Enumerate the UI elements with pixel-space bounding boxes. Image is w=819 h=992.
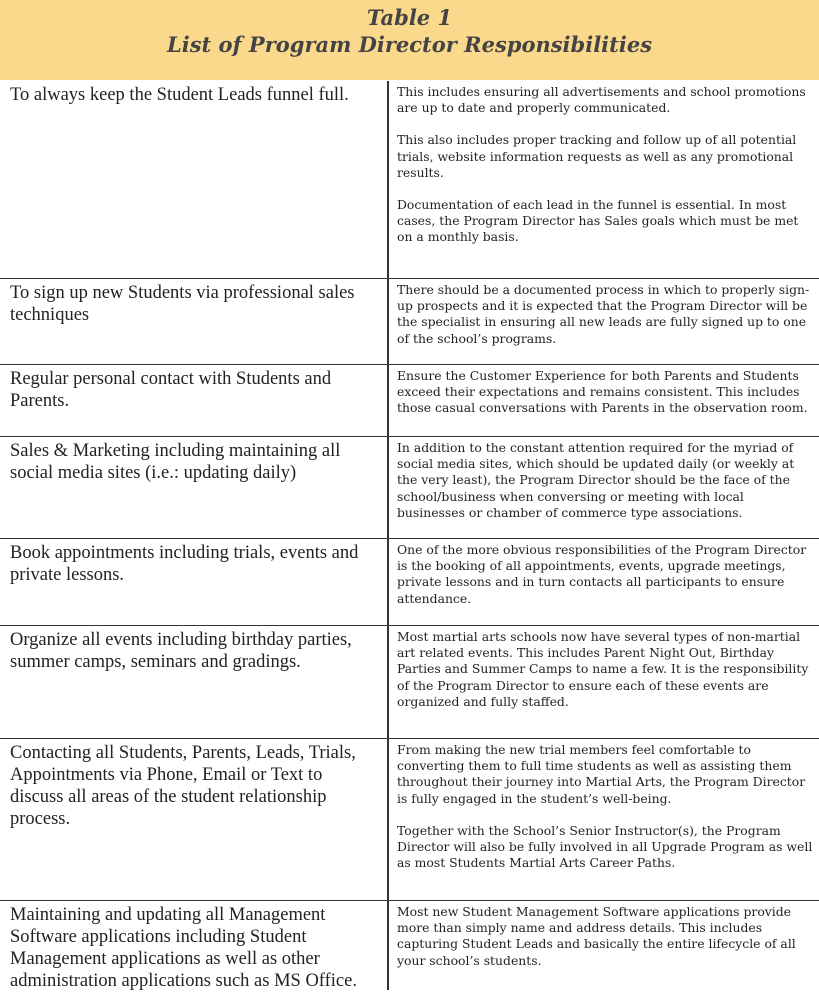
table-row	[0, 279, 819, 365]
detail-paragraph: Most martial arts schools now have several types of non-martial art related events. This includes Parent Night Out, Birthday Parties and Summer Camps to name a few. It is the responsibility of the Program Director to ensure each of these events are organized and fully staffed.	[397, 629, 809, 709]
detail-paragraph: Documentation of each lead in the funnel is essential. In most cases, the Program Director has Sales goals which must be met on a monthly basis.	[397, 197, 799, 245]
detail-paragraph: In addition to the constant attention required for the myriad of social media sites, which should be updated daily (or weekly at the very least), the Program Director should be the face of the school/business when conversing or meeting with local businesses or chamber of commerce type associations.	[397, 440, 795, 520]
details-cell	[397, 742, 815, 871]
table-header	[0, 0, 819, 80]
detail-paragraph: This includes ensuring all advertisements and school promotions are up to date and properly communicated.	[397, 84, 806, 116]
detail-paragraph: From making the new trial members feel comfortable to converting them to full time students as well as assisting them throughout their journey into Martial Arts, the Program Director is fully engaged in the student’s well-being.	[397, 742, 806, 806]
responsibility-cell: Book appointments including trials, events and private lessons.	[10, 543, 359, 585]
details-cell	[397, 368, 815, 417]
responsibility-cell: To sign up new Students via professional sales techniques	[10, 283, 355, 325]
table-row	[0, 901, 819, 990]
responsibility-cell: Regular personal contact with Students and Parents.	[10, 369, 332, 411]
details-cell	[397, 904, 815, 969]
responsibility-cell: Organize all events including birthday parties, summer camps, seminars and gradings.	[10, 630, 352, 672]
details-cell	[397, 629, 815, 710]
responsibility-cell: To always keep the Student Leads funnel full.	[10, 85, 349, 105]
details-cell	[397, 542, 815, 607]
table-row	[0, 626, 819, 739]
responsibility-cell: Maintaining and updating all Management Software applications including Student Management applications as well as other administration applications such as MS Office.	[10, 905, 357, 991]
responsibility-cell: Sales & Marketing including maintaining all social media sites (i.e.: updating daily)	[10, 441, 341, 483]
details-cell	[397, 440, 815, 521]
table-row	[0, 365, 819, 437]
table-label: Table 1	[366, 5, 453, 30]
detail-paragraph: There should be a documented process in which to properly sign-up prospects and it is expected that the Program Director will be the specialist in ensuring all new leads are fully signed up to one of the school’s programs.	[397, 282, 810, 346]
table-title: List of Program Director Responsibilities	[166, 32, 653, 57]
table-row	[0, 437, 819, 539]
details-cell	[397, 282, 815, 347]
responsibility-cell: Contacting all Students, Parents, Leads, Trials, Appointments via Phone, Email or Text to discuss all areas of the student relationship process.	[10, 743, 356, 829]
table-row	[0, 739, 819, 901]
detail-paragraph: This also includes proper tracking and follow up of all potential trials, website information requests as well as any promotional results.	[397, 132, 797, 180]
detail-paragraph: Ensure the Customer Experience for both Parents and Students exceed their expectations and remains consistent. This includes those casual conversations with Parents in the observation room.	[397, 368, 808, 416]
table-row	[0, 539, 819, 626]
detail-paragraph: Most new Student Management Software applications provide more than simply name and address details. This includes capturing Student Leads and basically the entire lifecycle of all your school’s students.	[397, 904, 796, 968]
detail-paragraph: Together with the School’s Senior Instructor(s), the Program Director will also be fully involved in all Upgrade Program as well as most Students Martial Arts Career Paths.	[397, 822, 813, 871]
table-row	[0, 81, 819, 279]
detail-paragraph: One of the more obvious responsibilities of the Program Director is the booking of all appointments, events, upgrade meetings, private lessons and in turn contacts all participants to ensure attendance.	[397, 542, 807, 606]
details-cell	[397, 84, 815, 246]
